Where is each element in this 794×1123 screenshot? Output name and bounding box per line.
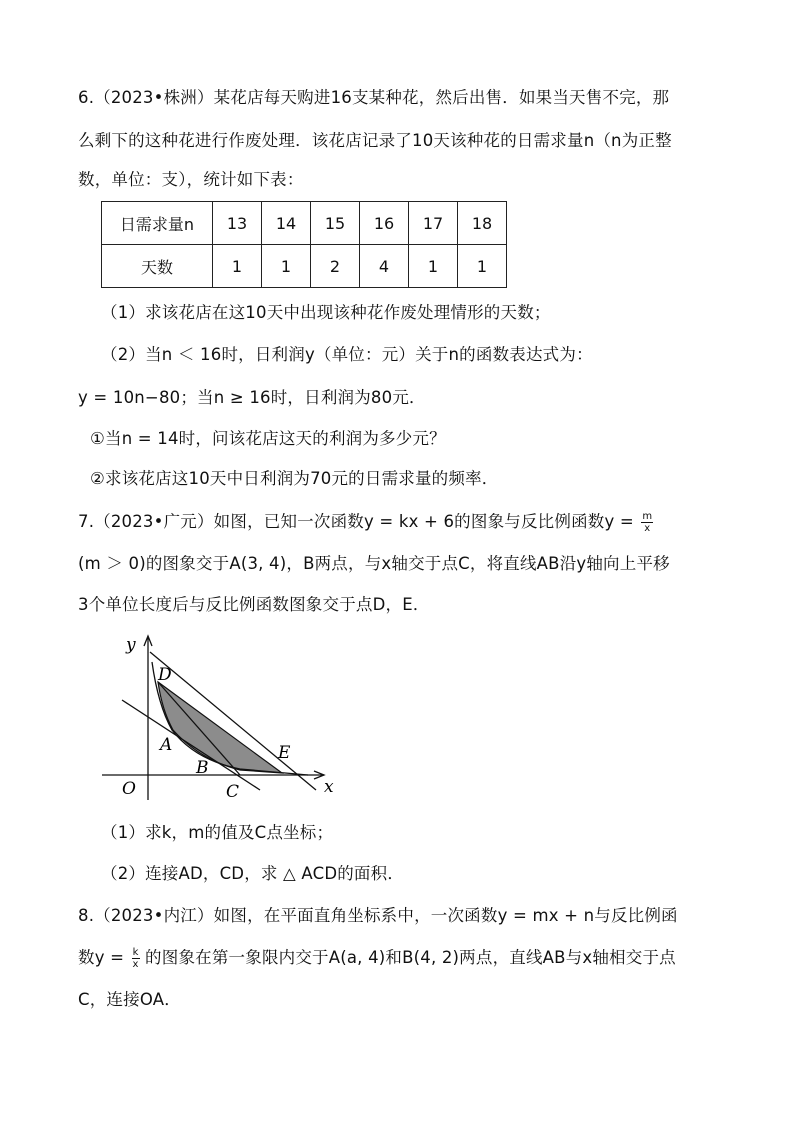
table-cell: 16 xyxy=(360,202,409,245)
label-d: D xyxy=(158,665,172,685)
table-cell: 15 xyxy=(311,202,360,245)
q7-part-1: （1）求k，m的值及C点坐标； xyxy=(101,823,334,842)
q6-part-2a: （2）当n ＜ 16时，日利润y（单位：元）关于n的函数表达式为： xyxy=(101,345,593,364)
shaded-region xyxy=(158,682,282,773)
q7-graph-figure xyxy=(100,630,340,800)
q6-line-1: 6.（2023•株洲）某花店每天购进16支某种花，然后出售．如果当天售不完，那 xyxy=(78,88,670,107)
q6-line-3: 数，单位：支），统计如下表： xyxy=(78,170,304,189)
fraction-k-over-x xyxy=(132,947,140,970)
q6-part-2c: ①当n = 14时，问该花店这天的利润为多少元？ xyxy=(90,429,446,448)
table-cell: 2 xyxy=(311,245,360,288)
q8-line-2-pre: 数y = xyxy=(78,948,125,967)
label-a: A xyxy=(160,735,173,755)
table-cell: 13 xyxy=(213,202,262,245)
table-cell: 17 xyxy=(409,202,458,245)
table-cell: 4 xyxy=(360,245,409,288)
table-header-days: 天数 xyxy=(102,245,213,288)
q8-line-2 xyxy=(78,946,676,970)
q6-part-2d: ②求该花店这10天中日利润为70元的日需求量的频率． xyxy=(90,469,499,488)
table-cell: 1 xyxy=(409,245,458,288)
label-y: y xyxy=(126,635,136,655)
table-header-demand: 日需求量n xyxy=(102,202,213,245)
fraction-numerator: k xyxy=(132,947,139,958)
fraction-numerator: m xyxy=(642,511,653,522)
demand-table xyxy=(101,201,507,288)
table-cell: 1 xyxy=(262,245,311,288)
label-e: E xyxy=(278,743,291,763)
q7-line-1 xyxy=(78,510,653,534)
q6-part-2b: y = 10n−80；当n ≥ 16时，日利润为80元． xyxy=(78,388,426,407)
table-cell: 18 xyxy=(458,202,507,245)
q7-line-3: 3个单位长度后与反比例函数图象交于点D，E． xyxy=(78,595,430,614)
q7-line-2: (m ＞ 0)的图象交于A(3, 4)，B两点，与x轴交于点C，将直线AB沿y轴向上平移 xyxy=(78,554,670,573)
q8-line-2-post: 的图象在第一象限内交于A(a, 4)和B(4, 2)两点，直线AB与x轴相交于点 xyxy=(145,948,676,967)
table-cell: 1 xyxy=(213,245,262,288)
label-c: C xyxy=(226,782,240,800)
fraction-denominator: x xyxy=(644,523,651,534)
table-cell: 14 xyxy=(262,202,311,245)
label-b: B xyxy=(196,758,209,778)
q6-part-1: （1）求该花店在这10天中出现该种花作废处理情形的天数； xyxy=(101,303,551,322)
label-origin: O xyxy=(122,779,136,799)
q8-line-3: C，连接OA． xyxy=(78,990,181,1009)
q7-line-1-text: 7.（2023•广元）如图，已知一次函数y = kx + 6的图象与反比例函数y = xyxy=(78,512,634,531)
table-row xyxy=(102,245,507,288)
label-x: x xyxy=(324,777,334,797)
q7-part-2: （2）连接AD，CD，求 △ ACD的面积． xyxy=(101,864,405,883)
table-cell: 1 xyxy=(458,245,507,288)
q8-line-1: 8.（2023•内江）如图，在平面直角坐标系中，一次函数y = mx + n与反比例函 xyxy=(78,906,678,925)
fraction-denominator: x xyxy=(132,959,139,970)
q6-line-2: 么剩下的这种花进行作废处理．该花店记录了10天该种花的日需求量n（n为正整 xyxy=(78,131,672,150)
table-row xyxy=(102,202,507,245)
fraction-m-over-x xyxy=(641,511,653,534)
